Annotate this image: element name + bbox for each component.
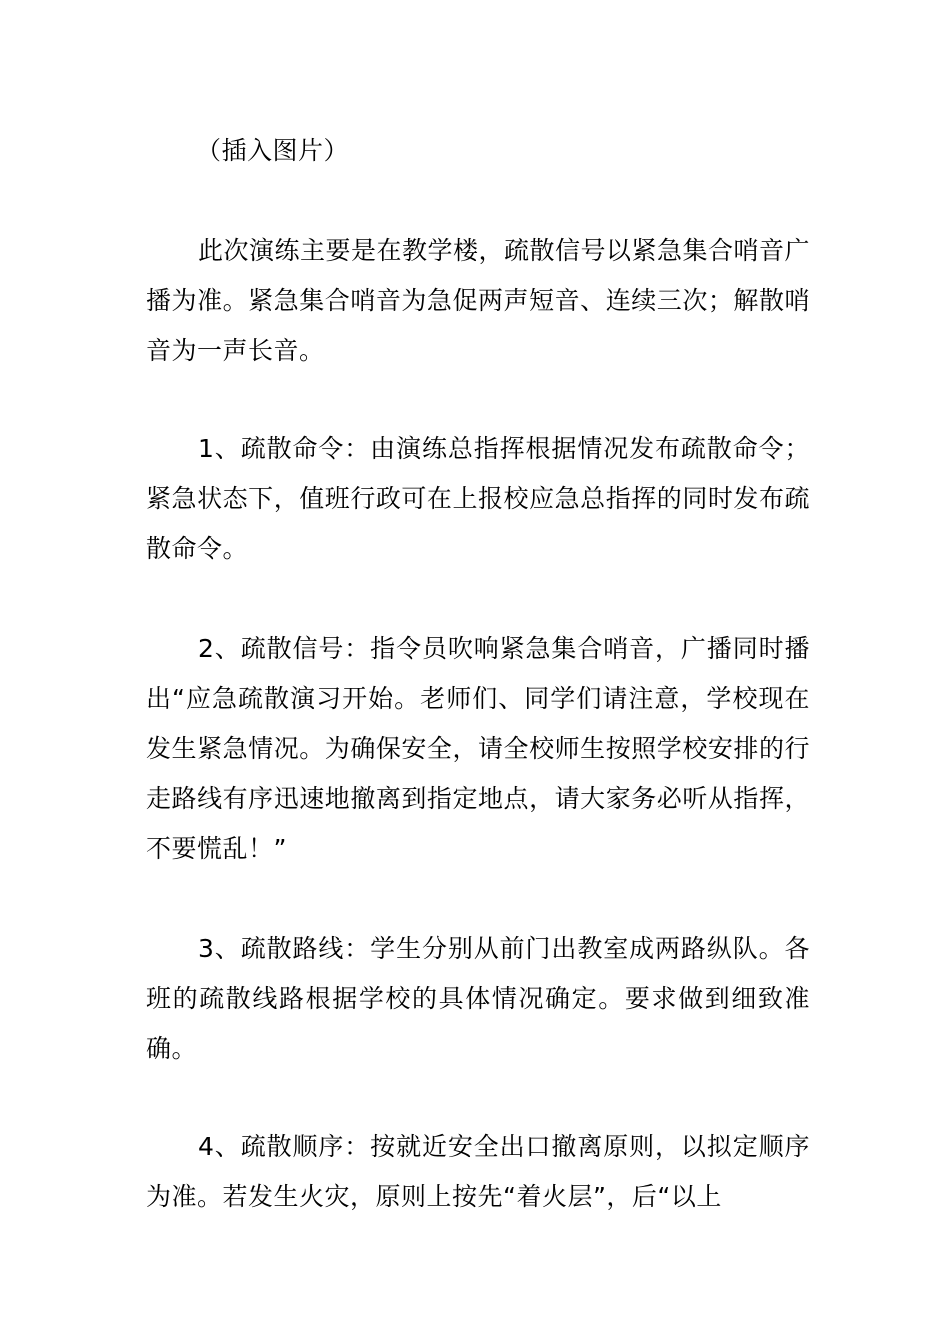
evacuation-signal-paragraph: 2、疏散信号：指令员吹响紧急集合哨音，广播同时播出“应急疏散演习开始。老师们、同学们请注意，学校现在发生紧急情况。为确保安全，请全校师生按照学校安排的行走路线有序迅速地撤离到指定地点，请大家务必听从指挥，不要慌乱！”: [146, 634, 810, 863]
evacuation-command-paragraph: 1、疏散命令：由演练总指挥根据情况发布疏散命令；紧急状态下，值班行政可在上报校应急总指挥的同时发布疏散命令。: [146, 434, 810, 563]
intro-paragraph: 此次演练主要是在教学楼，疏散信号以紧急集合哨音广播为准。紧急集合哨音为急促两声短音、连续三次；解散哨音为一声长音。: [146, 236, 811, 365]
evacuation-order-paragraph: 4、疏散顺序：按就近安全出口撤离原则，以拟定顺序为准。若发生火灾，原则上按先“着火层”，后“以上: [146, 1132, 810, 1211]
evacuation-route-paragraph: 3、疏散路线：学生分别从前门出教室成两路纵队。各班的疏散线路根据学校的具体情况确定。要求做到细致准确。: [146, 934, 810, 1063]
image-placeholder-caption: （插入图片）: [196, 136, 350, 165]
